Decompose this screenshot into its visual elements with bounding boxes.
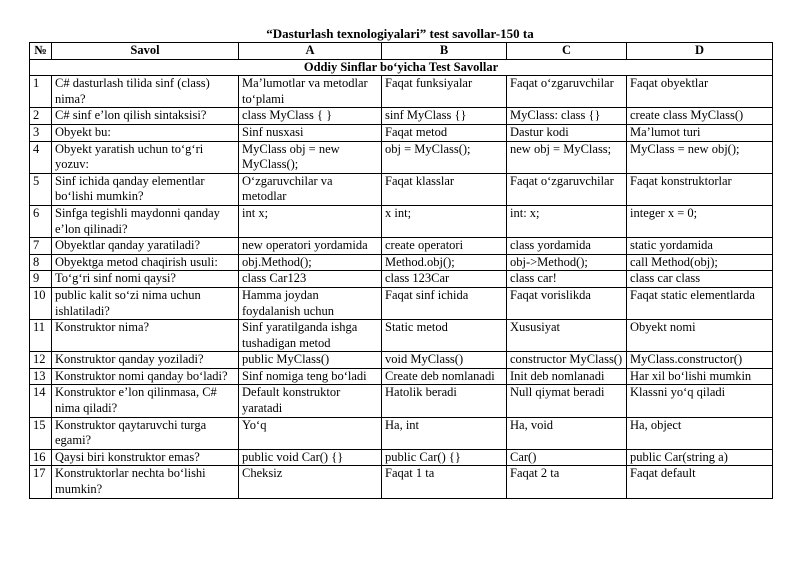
option-b: x int; [382,205,507,237]
option-d: Faqat obyektlar [627,76,773,108]
option-d: call Method(obj); [627,254,773,271]
section-title: Oddiy Sinflar bo‘yicha Test Savollar [30,59,773,76]
option-c: Faqat o‘zgaruvchilar [507,173,627,205]
option-d: Klassni yo‘q qiladi [627,385,773,417]
option-b: Create deb nomlanadi [382,368,507,385]
question-text: Konstruktor qanday yoziladi? [52,352,239,369]
option-b: Faqat funksiyalar [382,76,507,108]
option-d: static yordamida [627,238,773,255]
question-text: Obyektga metod chaqirish usuli: [52,254,239,271]
question-text: Qaysi biri konstruktor emas? [52,449,239,466]
option-d: Obyekt nomi [627,320,773,352]
option-d: Ma’lumot turi [627,124,773,141]
option-a: MyClass obj = new MyClass(); [239,141,382,173]
question-number: 16 [30,449,52,466]
question-number: 3 [30,124,52,141]
table-row [30,271,773,288]
question-number: 9 [30,271,52,288]
option-c: Faqat 2 ta [507,466,627,498]
question-text: C# dasturlash tilida sinf (class) nima? [52,76,239,108]
option-a: Yo‘q [239,417,382,449]
option-a: Sinf nusxasi [239,124,382,141]
question-number: 6 [30,205,52,237]
table-row [30,124,773,141]
question-number: 4 [30,141,52,173]
question-number: 14 [30,385,52,417]
option-b: Faqat klasslar [382,173,507,205]
option-c: Init deb nomlanadi [507,368,627,385]
option-c: Faqat o‘zgaruvchilar [507,76,627,108]
question-text: public kalit so‘zi nima uchun ishlatiladi? [52,287,239,319]
page-title: “Dasturlash texnologiyalari” test savollar-150 ta [266,26,534,41]
option-c: Faqat vorislikda [507,287,627,319]
table-row [30,466,773,498]
option-a: class Car123 [239,271,382,288]
option-a: public void Car() {} [239,449,382,466]
option-a: obj.Method(); [239,254,382,271]
table-row [30,173,773,205]
option-a: Sinf nomiga teng bo‘ladi [239,368,382,385]
table-row [30,385,773,417]
table-row [30,449,773,466]
option-a: new operatori yordamida [239,238,382,255]
option-d: Faqat default [627,466,773,498]
option-c: Null qiymat beradi [507,385,627,417]
header-option-a: A [239,43,382,60]
option-d: class car class [627,271,773,288]
option-c: obj->Method(); [507,254,627,271]
option-c: Ha, void [507,417,627,449]
option-c: Dastur kodi [507,124,627,141]
option-b: Faqat metod [382,124,507,141]
table-row [30,368,773,385]
option-a: O‘zgaruvchilar va metodlar [239,173,382,205]
option-c: class car! [507,271,627,288]
question-text: Sinf ichida qanday elementlar bo‘lishi mumkin? [52,173,239,205]
option-a: class MyClass { } [239,108,382,125]
header-option-c: C [507,43,627,60]
option-c: Xususiyat [507,320,627,352]
option-d: create class MyClass() [627,108,773,125]
table-row [30,352,773,369]
option-b: Static metod [382,320,507,352]
question-text: Konstruktor qaytaruvchi turga egami? [52,417,239,449]
option-b: Faqat sinf ichida [382,287,507,319]
table-row [30,205,773,237]
option-c: MyClass: class {} [507,108,627,125]
option-d: Faqat static elementlarda [627,287,773,319]
table-row [30,287,773,319]
header-option-d: D [627,43,773,60]
option-d: Har xil bo‘lishi mumkin [627,368,773,385]
option-b: class 123Car [382,271,507,288]
table-row [30,238,773,255]
option-a: Default konstruktor yaratadi [239,385,382,417]
question-number: 15 [30,417,52,449]
option-d: Ha, object [627,417,773,449]
question-number: 7 [30,238,52,255]
option-a: Hamma joydan foydalanish uchun [239,287,382,319]
question-number: 2 [30,108,52,125]
table-row [30,254,773,271]
option-a: Sinf yaratilganda ishga tushadigan metod [239,320,382,352]
question-number: 5 [30,173,52,205]
question-text: Obyekt bu: [52,124,239,141]
option-a: int x; [239,205,382,237]
question-number: 1 [30,76,52,108]
question-number: 13 [30,368,52,385]
header-row [30,43,773,60]
question-text: Obyektlar qanday yaratiladi? [52,238,239,255]
option-a: public MyClass() [239,352,382,369]
option-d: MyClass = new obj(); [627,141,773,173]
option-b: Hatolik beradi [382,385,507,417]
table-row [30,320,773,352]
option-b: void MyClass() [382,352,507,369]
option-b: sinf MyClass {} [382,108,507,125]
question-number: 11 [30,320,52,352]
table-row [30,76,773,108]
question-text: Obyekt yaratish uchun to‘g‘ri yozuv: [52,141,239,173]
option-b: obj = MyClass(); [382,141,507,173]
question-text: Konstruktor nima? [52,320,239,352]
option-b: Method.obj(); [382,254,507,271]
option-c: Car() [507,449,627,466]
question-text: Sinfga tegishli maydonni qanday e’lon qilinadi? [52,205,239,237]
option-c: class yordamida [507,238,627,255]
option-d: integer x = 0; [627,205,773,237]
question-text: Konstruktorlar nechta bo‘lishi mumkin? [52,466,239,498]
option-b: Ha, int [382,417,507,449]
question-text: Konstruktor e’lon qilinmasa, C# nima qiladi? [52,385,239,417]
option-c: new obj = MyClass; [507,141,627,173]
option-b: public Car() {} [382,449,507,466]
question-text: Konstruktor nomi qanday bo‘ladi? [52,368,239,385]
option-d: MyClass.constructor() [627,352,773,369]
option-c: int: x; [507,205,627,237]
option-b: Faqat 1 ta [382,466,507,498]
option-d: public Car(string a) [627,449,773,466]
table-row [30,417,773,449]
question-number: 10 [30,287,52,319]
question-text: C# sinf e’lon qilish sintaksisi? [52,108,239,125]
table-row [30,141,773,173]
question-number: 8 [30,254,52,271]
option-c: constructor MyClass() [507,352,627,369]
question-number: 12 [30,352,52,369]
question-text: To‘g‘ri sinf nomi qaysi? [52,271,239,288]
option-a: Cheksiz [239,466,382,498]
option-b: create operatori [382,238,507,255]
section-row [30,59,773,76]
test-table [29,42,773,499]
question-number: 17 [30,466,52,498]
header-number: № [30,43,52,60]
table-row [30,108,773,125]
option-a: Ma’lumotlar va metodlar to‘plami [239,76,382,108]
header-question: Savol [52,43,239,60]
header-option-b: B [382,43,507,60]
option-d: Faqat konstruktorlar [627,173,773,205]
